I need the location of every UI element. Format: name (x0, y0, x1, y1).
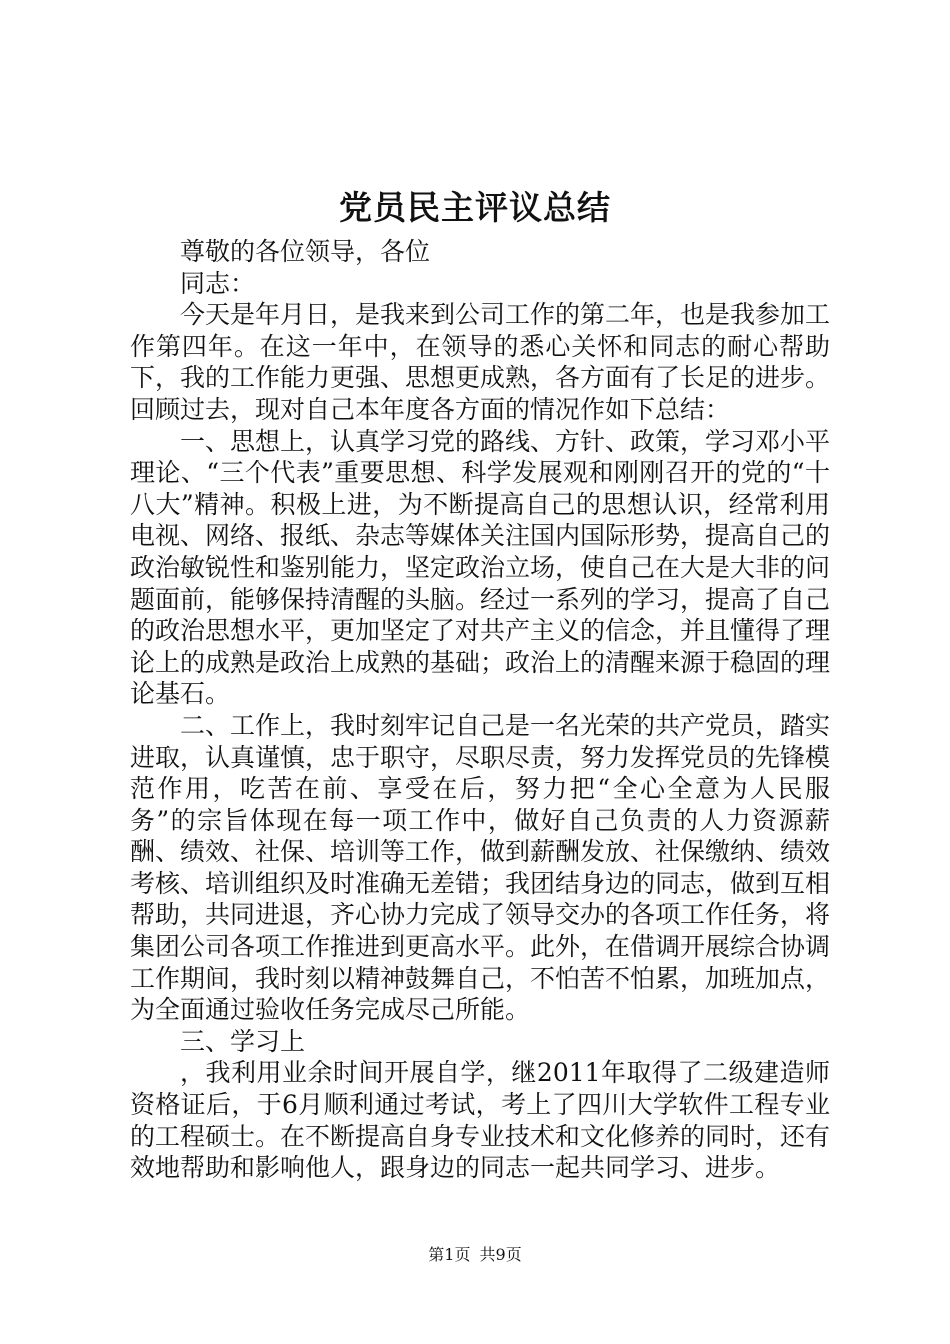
document-title: 党员民主评议总结 (339, 188, 611, 227)
document-body (130, 236, 830, 1184)
paragraph-ideology: 一、思想上，认真学习党的路线、方针、政策，学习邓小平理论、“三个代表”重要思想、科学发展观和刚刚召开的党的“十八大”精神。积极上进，为不断提高自己的思想认识，经常利用电视、网络、报纸、杂志等媒体关注国内国际形势，提高自己的政治敏锐性和鉴别能力，坚定政治立场，使自己在大是大非的问题面前，能够保持清醒的头脑。经过一系列的学习，提高了自己的政治思想水平，更加坚定了对共产主义的信念，并且懂得了理论上的成熟是政治上成熟的基础；政治上的清醒来源于稳固的理论基石。 (130, 426, 831, 709)
page-footer (0, 1244, 950, 1266)
paragraph-work: 二、工作上，我时刻牢记自己是一名光荣的共产党员，踏实进取，认真谨慎，忠于职守，尽职尽责，努力发挥党员的先锋模范作用，吃苦在前、享受在后，努力把“全心全意为人民服务”的宗旨体现在每一项工作中，做好自己负责的人力资源薪酬、绩效、社保、培训等工作，做到薪酬发放、社保缴纳、绩效考核、培训组织及时准确无差错；我团结身边的同志，做到互相帮助，共同进退，齐心协力完成了领导交办的各项工作任务，将集团公司各项工作推进到更高水平。此外，在借调开展综合协调工作期间，我时刻以精神鼓舞自己，不怕苦不怕累，加班加点，为全面通过验收任务完成尽己所能。 (130, 710, 831, 1025)
paragraph-study: ，我利用业余时间开展自学，继2011年取得了二级建造师资格证后，于6月顺利通过考试，考上了四川大学软件工程专业的工程硕士。在不断提高自身专业技术和文化修养的同时，还有效地帮助和影响他人，跟身边的同志一起共同学习、进步。 (130, 1058, 831, 1183)
paragraph-salutation-1: 尊敬的各位领导，各位 (180, 237, 431, 266)
page-number-total: 共9页 (479, 1245, 522, 1264)
paragraph-intro: 今天是年月日，是我来到公司工作的第二年，也是我参加工作第四年。在这一年中，在领导的悉心关怀和同志的耐心帮助下，我的工作能力更强、思想更成熟，各方面有了长足的进步。回顾过去，现对自己本年度各方面的情况作如下总结： (130, 300, 831, 424)
page-number-current: 第1页 (428, 1245, 471, 1264)
paragraph-study-heading: 三、学习上 (180, 1026, 306, 1056)
paragraph-salutation-2: 同志： (180, 268, 256, 298)
